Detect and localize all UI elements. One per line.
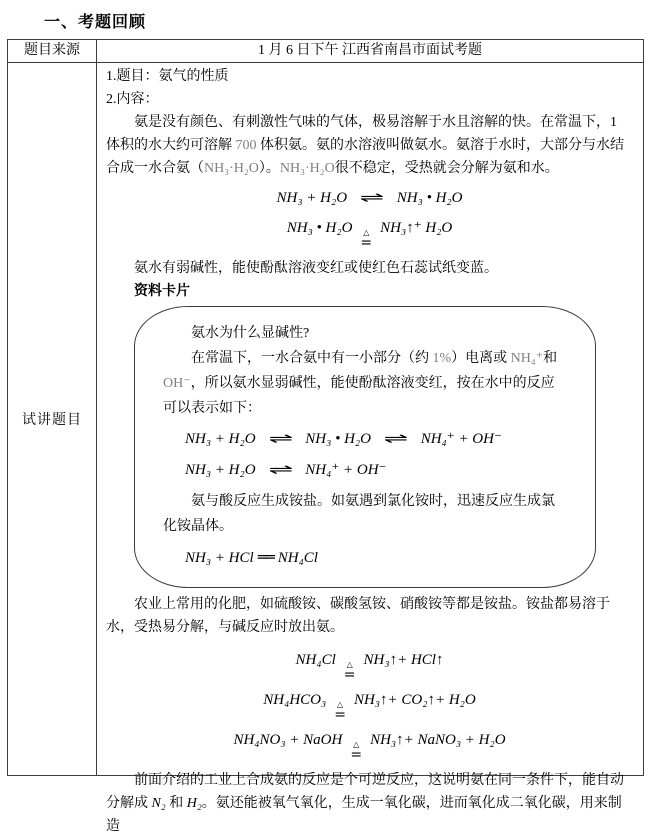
- chem-formula-nh4: NH₄⁺: [510, 351, 544, 366]
- equation-nh3-hcl: [185, 545, 567, 571]
- chem-formula-n2: N₂: [151, 796, 166, 811]
- source-label-cell: 题目来源: [8, 40, 97, 62]
- equation-rhs: NH₃ • H₂O: [396, 190, 463, 206]
- equation-nh4no3-naoh: [106, 729, 633, 762]
- equation-rhs: NH₃↑+ NaNO₃ + H₂O: [370, 732, 506, 748]
- equation-lhs: NH₄HCO₃: [263, 692, 327, 708]
- paragraph-fertilizers: 农业上常用的化肥，如硫酸铵、碳酸氢铵、硝酸铵等都是铵盐。铵盐都易溶于水，受热易分解，与碱反应时放出氨。: [106, 597, 610, 635]
- equation-lhs: NH₃ • H₂O: [286, 220, 353, 236]
- equation-lhs: NH₄NO₃ + NaOH: [233, 732, 343, 748]
- delta-icon: △: [353, 740, 360, 749]
- page-title: 一、考题回顾: [44, 14, 147, 31]
- equation-overall-equilibrium: [185, 458, 567, 483]
- delta-icon: △: [346, 660, 353, 669]
- equation-rhs: NH₃↑⁺ H₂O: [380, 220, 453, 236]
- question-content-cell: [97, 63, 643, 834]
- delta-equals-sign: [350, 741, 362, 762]
- chem-formula-h2: H₂: [186, 796, 202, 811]
- equation-part: NH₄⁺ + OH⁻: [420, 431, 502, 447]
- value-1-percent: 1%: [432, 351, 452, 366]
- equation-rhs: NH₄Cl: [277, 550, 318, 566]
- paragraph-weak-base: 氨水有弱碱性，能使酚酞溶液变红或使红色石蕊试纸变蓝。: [134, 261, 498, 276]
- equals-sign: =: [350, 747, 363, 763]
- text-segment: ）。: [258, 161, 280, 176]
- chem-formula-nh3h2o: NH₃·H₂O: [279, 161, 335, 176]
- item-topic: 1.题目：氨气的性质: [106, 69, 229, 84]
- text-segment: 。氨还能被氧气氧化，生成一氧化碳，进而氧化成二氧化碳，用来制造: [106, 796, 622, 834]
- card-question: 氨水为什么显碱性?: [191, 326, 310, 341]
- text-segment: 体积氨。氨的水溶液叫做氨水。氨溶于水时，大部分与水结合成一水合氨（: [106, 138, 624, 176]
- delta-equals-sign: [344, 661, 356, 682]
- equation-nh4cl-decomposition: [106, 649, 633, 682]
- equation-part: NH₃ + H₂O: [185, 431, 256, 447]
- text-segment: ）电离或: [451, 351, 511, 366]
- equation-rhs: NH₃↑+ CO₂↑+ H₂O: [353, 692, 476, 708]
- equilibrium-arrow-icon: ⇌: [383, 431, 409, 447]
- equals-sign: =: [360, 235, 373, 251]
- equation-lhs: NH₄Cl: [295, 652, 336, 668]
- equilibrium-arrow-icon: ⇌: [359, 190, 385, 206]
- item-content-label: 2.内容：: [106, 92, 159, 107]
- delta-icon: △: [337, 700, 344, 709]
- equilibrium-arrow-icon: ⇌: [268, 431, 293, 447]
- equation-nh4hco3-decomposition: [106, 689, 633, 722]
- card-paragraph-ionization: [163, 346, 567, 421]
- row-label-cell: 试讲题目: [8, 63, 97, 775]
- equation-lhs: NH₃ + HCl: [185, 550, 254, 566]
- info-card: [134, 306, 596, 588]
- text-segment: 和: [543, 351, 558, 366]
- equals-sign: =: [343, 667, 356, 683]
- equation-double-equilibrium: [185, 427, 567, 452]
- paragraph-synthesis: [106, 769, 633, 838]
- paragraph-ammonia-properties: [106, 111, 633, 180]
- text-segment: ，所以氨水显弱碱性，能使酚酞溶液变红，按在水中的反应可以表示如下：: [163, 376, 555, 416]
- equation-rhs: NH₄⁺ + OH⁻: [305, 462, 387, 478]
- chem-formula-oh: OH⁻: [163, 376, 191, 391]
- equation-part: NH₃ • H₂O: [305, 431, 371, 447]
- delta-equals-sign: [360, 229, 372, 250]
- text-segment: 和: [165, 796, 187, 811]
- delta-icon: △: [363, 228, 370, 237]
- table-header-row: [8, 40, 643, 63]
- chem-formula-nh3h2o: NH₃·H₂O: [204, 161, 259, 176]
- equation-lhs: NH₃ + H₂O: [276, 190, 348, 206]
- value-700: 700: [235, 138, 257, 153]
- equation-lhs: NH₃ + H₂O: [185, 462, 256, 478]
- equation-nh3-plus-h2o-equilibrium: [106, 187, 633, 210]
- card-paragraph-ammonium-salt: 氨与酸反应生成铵盐。如氨遇到氯化铵时，迅速反应生成氯化铵晶体。: [163, 494, 555, 534]
- text-segment: 在常温下，一水合氨中有一小部分（约: [191, 351, 433, 366]
- text-segment: 氨是没有颜色、有刺激性气味的气体，极易溶解于水且溶解的快。在常温下，1 体积的水大约可溶解: [106, 115, 617, 153]
- equation-nh3h2o-decomposition: [106, 217, 633, 250]
- source-value-cell: 1 月 6 日下午 江西省南昌市面试考题: [258, 43, 482, 58]
- delta-equals-sign: [334, 701, 346, 722]
- table-body-row: [8, 63, 643, 834]
- card-label: 资料卡片: [134, 284, 190, 299]
- exam-review-table: [7, 39, 644, 834]
- equation-rhs: NH₃↑+ HCl↑: [363, 652, 444, 668]
- text-segment: 前面介绍的工业上合成氨的反应是个可逆反应，这说明氨在同一条件下，能自动分解成: [106, 773, 624, 811]
- equals-sign: =: [334, 707, 346, 723]
- text-segment: 很不稳定，受热就会分解为氨和水。: [334, 161, 559, 176]
- equilibrium-arrow-icon: ⇌: [268, 462, 293, 478]
- double-line-equals: ══: [257, 548, 274, 566]
